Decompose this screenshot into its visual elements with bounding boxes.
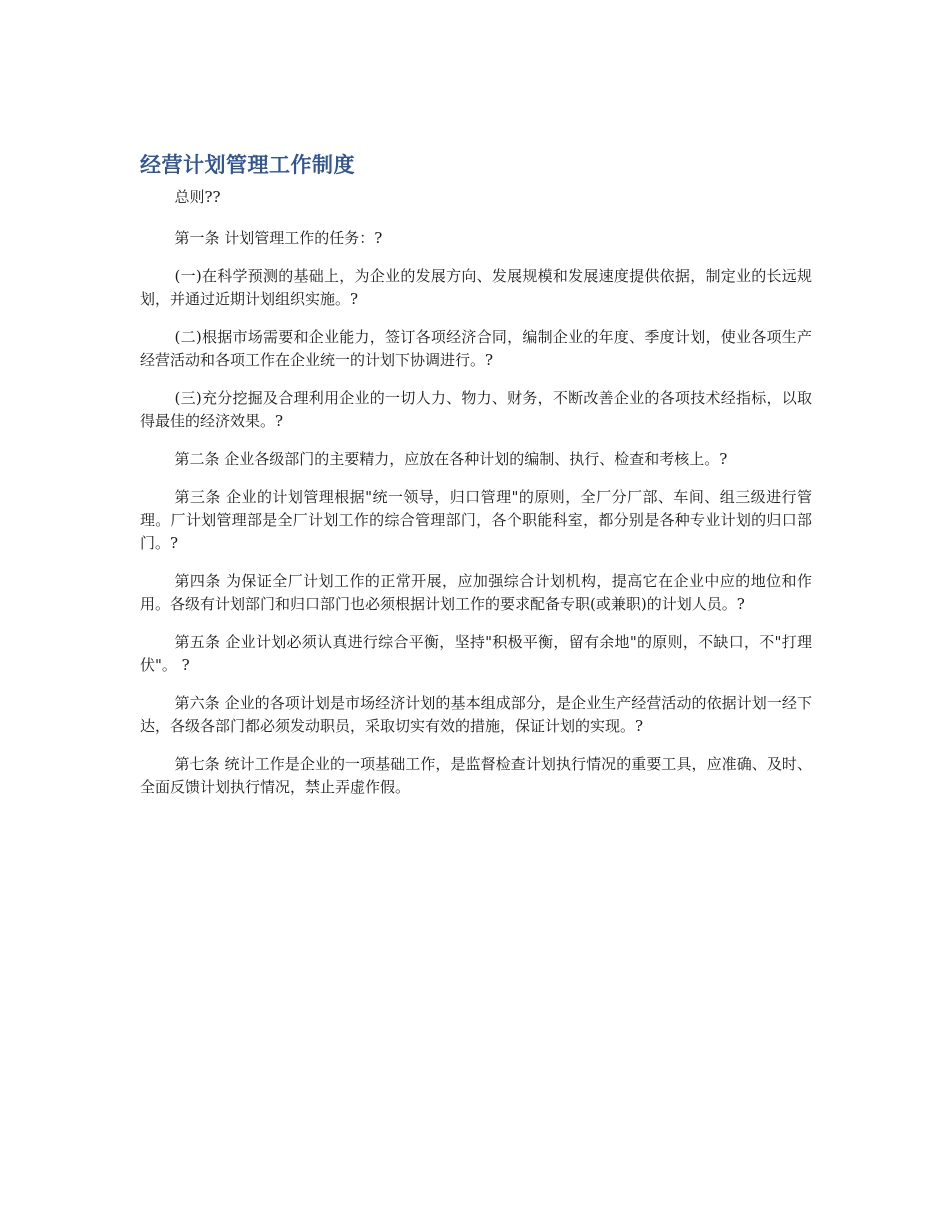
paragraph-article-5: 第五条 企业计划必须认真进行综合平衡，坚持"积极平衡，留有余地"的原则，不缺口，不"打理伏"。 ? <box>140 633 812 674</box>
document-body <box>140 150 812 814</box>
paragraph-article-7: 第七条 统计工作是企业的一项基础工作，是监督检查计划执行情况的重要工具，应准确、及时、全面反馈计划执行情况，禁止弄虚作假。 <box>140 755 812 796</box>
paragraph-article-1-item-1: (一)在科学预测的基础上，为企业的发展方向、发展规模和发展速度提供依据，制定业的长远规划，并通过近期计划组织实施。? <box>140 267 812 308</box>
paragraph-article-3: 第三条 企业的计划管理根据"统一领导，归口管理"的原则，全厂分厂部、车间、组三级进行管理。厂计划管理部是全厂计划工作的综合管理部门，各个职能科室，都分别是各种专业计划的归口部门。? <box>140 488 812 552</box>
paragraph-article-1: 第一条 计划管理工作的任务：? <box>174 229 383 247</box>
document-title: 经营计划管理工作制度 <box>140 153 355 177</box>
paragraph-article-6: 第六条 企业的各项计划是市场经济计划的基本组成部分，是企业生产经营活动的依据计划一经下达，各级各部门都必须发动职员，采取切实有效的措施，保证计划的实现。? <box>140 694 812 735</box>
paragraph-article-1-item-3: (三)充分挖掘及合理利用企业的一切人力、物力、财务，不断改善企业的各项技术经指标，以取得最佳的经济效果。? <box>140 389 812 430</box>
paragraph-article-4: 第四条 为保证全厂计划工作的正常开展，应加强综合计划机构，提高它在企业中应的地位和作用。各级有计划部门和归口部门也必须根据计划工作的要求配备专职(或兼职)的计划人员。? <box>140 572 812 613</box>
paragraph-general-provisions: 总则?? <box>174 188 221 206</box>
paragraph-article-1-item-2: (二)根据市场需要和企业能力，签订各项经济合同，编制企业的年度、季度计划，使业各项生产经营活动和各项工作在企业统一的计划下协调进行。? <box>140 328 812 369</box>
paragraph-article-2: 第二条 企业各级部门的主要精力，应放在各种计划的编制、执行、检查和考核上。? <box>174 450 728 468</box>
